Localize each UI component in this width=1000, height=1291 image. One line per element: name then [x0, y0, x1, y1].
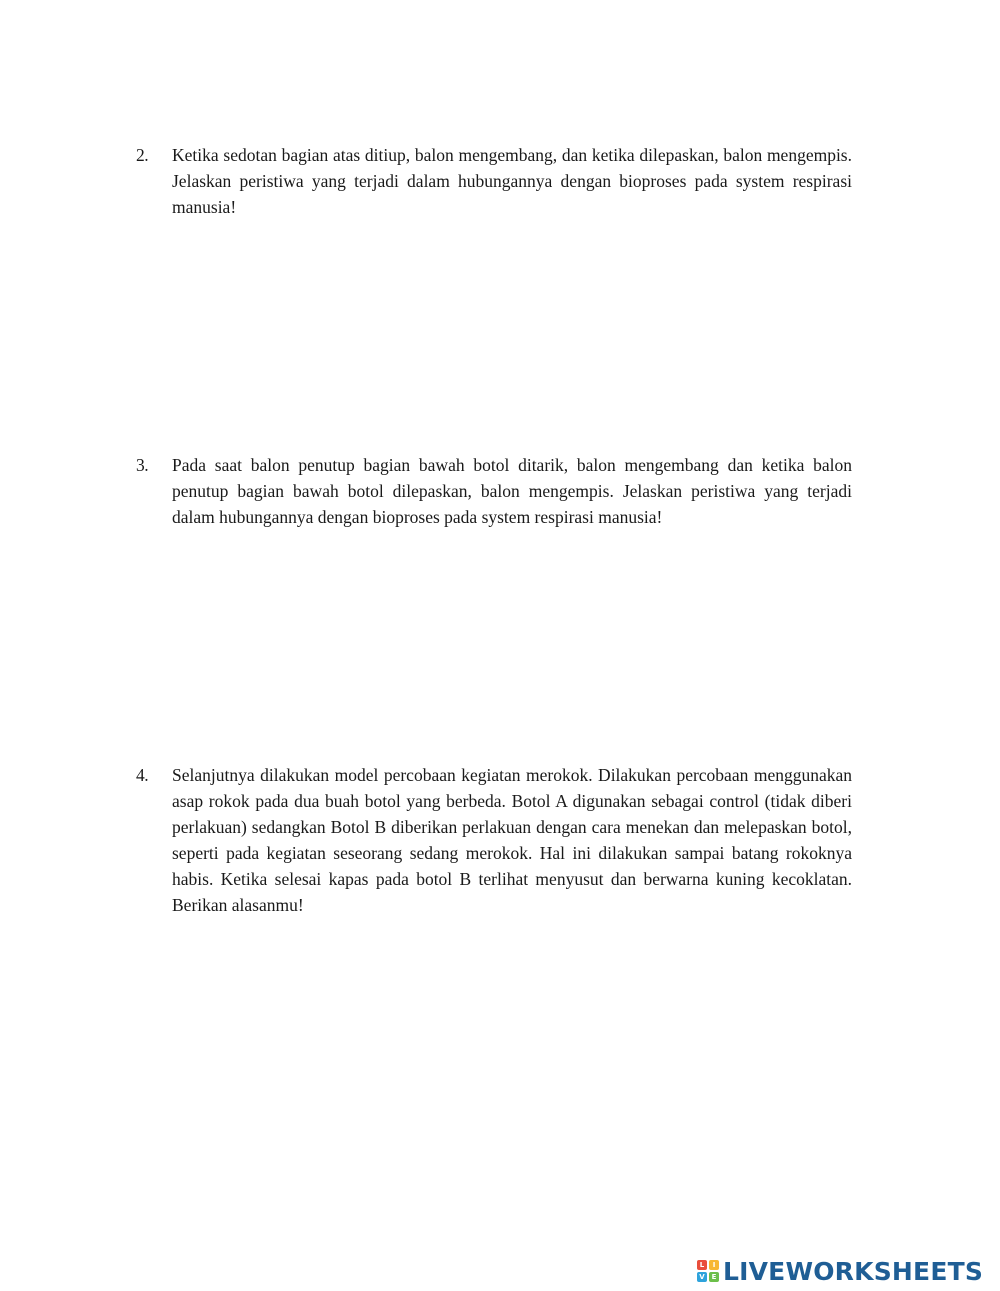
- logo-tile: I: [709, 1260, 719, 1270]
- question-3: [136, 452, 852, 530]
- question-text: Selanjutnya dilakukan model percobaan kegiatan merokok. Dilakukan percobaan menggunakan asap rokok pada dua buah botol yang berbeda. Botol A digunakan sebagai control (tidak diberi perlakuan) sedangkan Botol B diberikan perlakuan dengan cara menekan dan melepaskan botol, seperti pada kegiatan seseorang sedang merokok. Hal ini dilakukan sampai batang rokoknya habis. Ketika selesai kapas pada botol B terlihat menyusut dan berwarna kuning kecoklatan. Berikan alasanmu!: [172, 765, 852, 915]
- question-4: [136, 762, 852, 918]
- question-number: 3.: [136, 455, 149, 475]
- logo-tile: L: [697, 1260, 707, 1270]
- answer-area-3[interactable]: [172, 542, 852, 742]
- liveworksheets-brand[interactable]: [697, 1254, 983, 1288]
- logo-tile: V: [697, 1272, 707, 1282]
- question-number: 4.: [136, 765, 149, 785]
- question-text: Ketika sedotan bagian atas ditiup, balon mengembang, dan ketika dilepaskan, balon mengempis. Jelaskan peristiwa yang terjadi dalam hubungannya dengan bioproses pada system respirasi manusia!: [172, 145, 852, 217]
- question-2: [136, 142, 852, 220]
- question-number: 2.: [136, 145, 149, 165]
- question-text: Pada saat balon penutup bagian bawah botol ditarik, balon mengembang dan ketika balon penutup bagian bawah botol dilepaskan, balon mengempis. Jelaskan peristiwa yang terjadi dalam hubungannya dengan bioproses pada system respirasi manusia!: [172, 455, 852, 527]
- logo-tile: E: [709, 1272, 719, 1282]
- liveworksheets-logo-icon: [697, 1260, 719, 1282]
- brand-name: LIVEWORKSHEETS: [723, 1256, 984, 1286]
- answer-area-4[interactable]: [172, 920, 852, 1220]
- answer-area-2[interactable]: [172, 232, 852, 432]
